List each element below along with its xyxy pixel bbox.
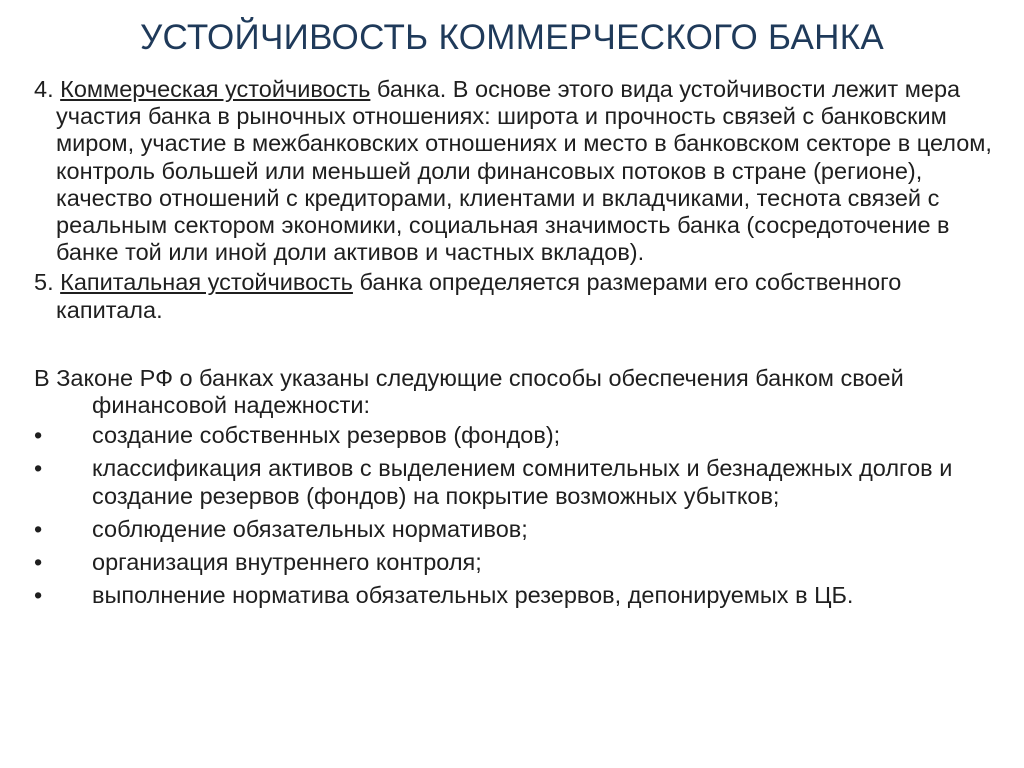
slide-content <box>34 76 994 615</box>
bullet-icon: • <box>34 549 43 576</box>
list-item-text: создание собственных резервов (фондов); <box>92 422 561 449</box>
slide-title: УСТОЙЧИВОСТЬ КОММЕРЧЕСКОГО БАНКА <box>139 18 885 57</box>
list-item <box>34 582 994 609</box>
item-5-text: банка определяется размерами его собственного капитала. <box>56 269 902 323</box>
list-item <box>34 516 994 543</box>
paragraph-item-4 <box>34 76 994 266</box>
item-5-term: Капитальная устойчивость <box>60 269 353 296</box>
list-item-text: классификация активов с выделением сомнительных и безнадежных долгов и создание резервов (фондов) на покрытие возможных убытков; <box>92 455 953 509</box>
list-item-text: соблюдение обязательных нормативов; <box>92 515 528 542</box>
measures-list <box>34 422 994 609</box>
item-5-number: 5. <box>34 269 54 296</box>
list-item-text: выполнение норматива обязательных резервов, депонируемых в ЦБ. <box>92 582 854 609</box>
list-item <box>34 549 994 576</box>
list-item <box>34 422 994 449</box>
item-4-term: Коммерческая устойчивость <box>60 76 371 102</box>
list-item-text: организация внутреннего контроля; <box>92 549 482 576</box>
bullet-icon: • <box>34 515 43 542</box>
list-item <box>34 455 994 509</box>
law-intro-paragraph: В Законе РФ о банках указаны следующие способы обеспечения банком своей финансовой надежности: <box>34 364 904 419</box>
bullet-icon: • <box>34 582 43 609</box>
bullet-icon: • <box>34 422 43 449</box>
paragraph-item-5 <box>34 269 994 323</box>
bullet-icon: • <box>34 455 43 482</box>
item-4-number: 4. <box>34 76 54 102</box>
item-4-text: банка. В основе этого вида устойчивости лежит мера участия банка в рыночных отношениях: широта и прочность связей с банковским миром, участие в межбанковских отношениях и место в банковском секторе в целом, контроль большей или меньшей доли финансовых потоков в стране (регионе), качество отношений с кредиторами, клиентами и вкладчиками, теснота связей с реальным сектором экономики, социальная значимость банка (сосредоточение в банке той или иной доли активов и частных вкладов). <box>56 76 992 266</box>
